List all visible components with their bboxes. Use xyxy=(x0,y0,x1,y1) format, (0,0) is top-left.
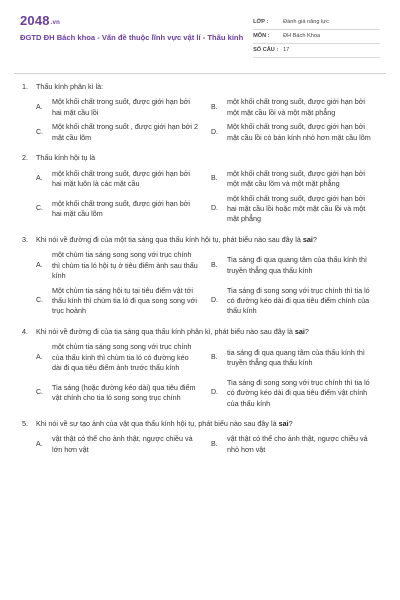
meta-value: ĐH Bách Khoa xyxy=(283,33,321,40)
option-a[interactable] xyxy=(36,169,203,190)
question-text xyxy=(22,153,378,163)
question-end: ? xyxy=(304,326,309,336)
document-title: ĐGTD ĐH Bách khoa - Vấn đề thuộc lĩnh vực vật lí - Thấu kính xyxy=(20,33,244,42)
question-text xyxy=(22,82,378,92)
option-a[interactable] xyxy=(36,342,203,373)
option-text: vật thật có thể cho ảnh thật, ngược chiều và nhỏ hơn vật xyxy=(227,434,368,454)
question-body xyxy=(36,419,293,429)
option-text: một chùm tia sáng song song với trục chính của thấu kính thì chùm tia ló có đường kéo dài đi qua tiêu điểm ảnh trước thấu kính xyxy=(52,342,192,373)
option-letter: B. xyxy=(211,261,218,269)
option-text: vật thật có thể cho ảnh thật, ngược chiều và lớn hơn vật xyxy=(52,434,193,454)
question-emphasis: sai xyxy=(278,418,289,428)
option-b[interactable] xyxy=(211,434,378,455)
options-grid xyxy=(22,97,378,143)
logo-suffix: .vn xyxy=(50,20,61,26)
question-emphasis: sai xyxy=(294,326,305,336)
option-b[interactable] xyxy=(211,97,378,118)
option-text: một khối chất trong suốt, được giới hạn bởi một mặt cầu lõm và một mặt phẳng xyxy=(227,168,366,189)
option-letter: B. xyxy=(211,353,218,361)
option-letter: C. xyxy=(36,128,43,136)
question-text xyxy=(22,327,378,337)
question-body xyxy=(36,82,103,92)
option-d[interactable] xyxy=(211,122,378,143)
question-4 xyxy=(22,327,378,409)
option-letter: A. xyxy=(36,103,43,111)
question-list xyxy=(0,74,400,455)
option-text: một khối chất trong suốt, được giới hạn bởi hai mặt cầu lồi hoặc một mặt cầu lồi và một mặt phẳng xyxy=(227,193,366,224)
meta-key: LỚP : xyxy=(253,19,269,26)
options-grid xyxy=(22,434,378,455)
header-left xyxy=(20,14,253,64)
meta-value: 17 xyxy=(283,47,290,54)
options-grid xyxy=(22,342,378,409)
option-c[interactable] xyxy=(36,194,203,225)
option-d[interactable] xyxy=(211,286,378,317)
option-text: Tia sáng (hoặc đường kéo dài) qua tiêu điểm vật chính cho tia ló song song trục chính xyxy=(52,382,196,403)
document-header xyxy=(0,0,400,64)
option-text: một khối chất trong suốt, được giới hạn bởi hai mặt luôn là các mặt cầu xyxy=(52,168,191,189)
question-5 xyxy=(22,419,378,455)
option-b[interactable] xyxy=(211,169,378,190)
question-body xyxy=(36,153,95,163)
option-b[interactable] xyxy=(211,250,378,281)
option-letter: B. xyxy=(211,440,218,448)
option-letter: D. xyxy=(211,389,218,397)
question-text xyxy=(22,419,378,429)
option-letter: D. xyxy=(211,128,218,136)
option-a[interactable] xyxy=(36,250,203,281)
option-a[interactable] xyxy=(36,434,203,455)
option-c[interactable] xyxy=(36,286,203,317)
option-a[interactable] xyxy=(36,97,203,118)
question-stem: Thấu kính phân kì là: xyxy=(36,82,104,91)
option-text: Tia sáng đi song song với trục chính thì tia ló có đường kéo dài đi qua tiêu điểm chính của thấu kính xyxy=(227,285,370,316)
option-d[interactable] xyxy=(211,194,378,225)
question-stem: Khi nói về sự tạo ảnh của vật qua thấu kính hội tụ, phát biểu nào sau đây là xyxy=(36,418,279,428)
option-letter: A. xyxy=(36,261,43,269)
question-number: 3. xyxy=(22,234,28,244)
option-text: Tia sáng đi song song với trục chính thì tia ló có đường kéo dài đi qua tiêu điểm vật chính của thấu kính xyxy=(227,377,370,408)
question-number: 2. xyxy=(22,153,28,163)
question-stem: Thấu kính hội tụ là xyxy=(36,153,96,163)
option-c[interactable] xyxy=(36,122,203,143)
option-b[interactable] xyxy=(211,342,378,373)
meta-key: SỐ CÂU : xyxy=(253,47,279,54)
option-letter: B. xyxy=(211,103,218,111)
question-body xyxy=(36,235,317,245)
question-number: 5. xyxy=(22,418,28,428)
site-logo[interactable] xyxy=(20,14,253,27)
question-stem: Khi nói về đường đi của một tia sáng qua thấu kính hội tụ, phát biểu nào sau đây là xyxy=(36,234,303,244)
option-letter: B. xyxy=(211,174,218,182)
options-grid xyxy=(22,250,378,317)
option-letter: A. xyxy=(36,440,43,448)
question-2 xyxy=(22,153,378,225)
question-end: ? xyxy=(288,418,293,428)
question-end: ? xyxy=(312,234,317,244)
meta-row-subject xyxy=(253,30,380,44)
options-grid xyxy=(22,169,378,225)
meta-key: MÔN : xyxy=(253,33,270,40)
option-text: một khối chất trong suốt, được giới hạn bởi một mặt cầu lồi và một mặt phẳng xyxy=(227,97,366,117)
question-3 xyxy=(22,235,378,317)
meta-value: Đánh giá năng lực xyxy=(283,19,329,26)
meta-row-count xyxy=(253,44,380,58)
option-text: Một khối chất trong suốt, được giới hạn bởi hai mặt cầu lồi xyxy=(52,97,191,117)
question-1 xyxy=(22,82,378,143)
option-text: Một khối chất trong suốt, được giới hạn bởi mặt cầu lồi có bán kính nhỏ hơn mặt cầu lõm xyxy=(227,122,371,142)
option-letter: D. xyxy=(211,297,218,305)
question-body xyxy=(36,327,309,337)
question-text xyxy=(22,235,378,245)
option-text: một khối chất trong suốt, được giới hạn bởi hai mặt cầu lõm xyxy=(52,198,191,219)
option-text: tia sáng đi qua quang tâm của thấu kính thì truyền thẳng qua thấu kính xyxy=(227,347,365,367)
question-number: 1. xyxy=(22,82,28,91)
option-letter: D. xyxy=(211,205,218,213)
option-letter: C. xyxy=(36,205,43,213)
question-emphasis: sai xyxy=(302,234,313,244)
option-text: Tia sáng đi qua quang tâm của thấu kính thì truyền thẳng qua thấu kính xyxy=(227,255,367,275)
option-letter: A. xyxy=(36,174,43,182)
option-letter: C. xyxy=(36,389,43,397)
option-c[interactable] xyxy=(36,378,203,409)
option-text: Một khối chất trong suốt , được giới hạn bởi 2 mặt cầu lõm xyxy=(52,122,199,142)
option-text: một chùm tia sáng song song với trục chính thì chùm tia ló hội tụ ở tiêu điểm ảnh sau thấu kính xyxy=(52,250,198,281)
option-letter: A. xyxy=(36,353,43,361)
meta-table xyxy=(253,16,380,64)
meta-row-class xyxy=(253,16,380,30)
option-d[interactable] xyxy=(211,378,378,409)
option-text: Một chùm tia sáng hội tụ tại tiêu điểm vật tới thấu kính thì chùm tia ló đi qua song song với trục hoành xyxy=(52,285,197,316)
question-number: 4. xyxy=(22,326,28,336)
logo-main: 2048 xyxy=(20,13,50,28)
question-stem: Khi nói về đường đi của tia sáng qua thấu kính phân kì, phát biểu nào sau đây là xyxy=(36,326,295,336)
option-letter: C. xyxy=(36,297,43,305)
